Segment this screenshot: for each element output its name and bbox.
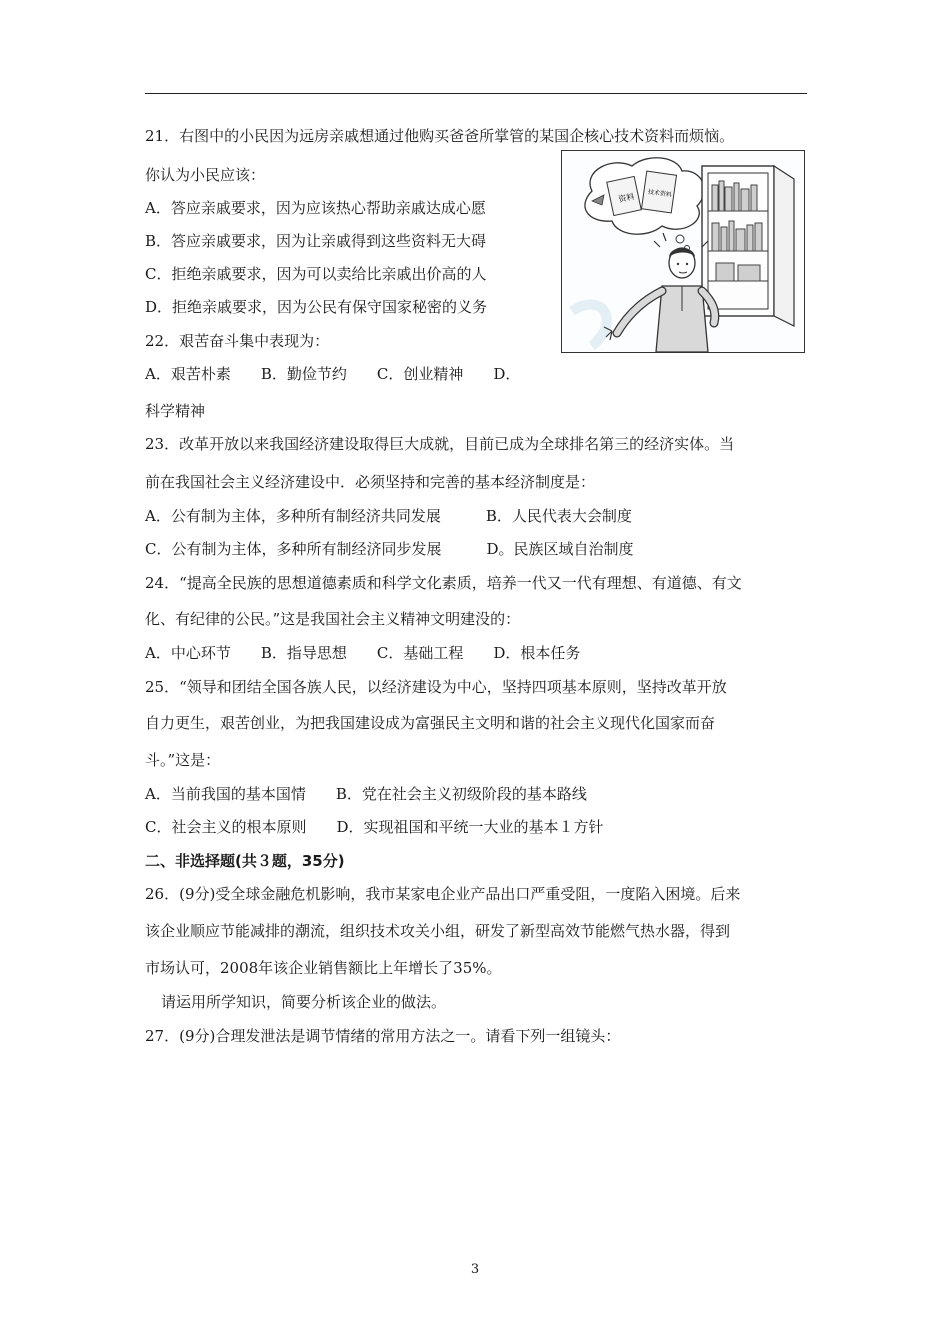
q25-stem-line1: 25．“领导和团结全国各族人民，以经济建设为中心，坚持四项基本原则，坚持改革开放 [145,678,727,696]
q21-stem-line2: 你认为小民应该： [145,166,266,184]
q26-stem-line1: 26．(9分)受全球金融危机影响，我市某家电企业产品出口严重受阻，一度陷入困境。后来 [145,885,741,903]
q25-stem-line2: 自力更生，艰苦创业，为把我国建设成为富强民主文明和谐的社会主义现代化国家而奋 [145,714,716,732]
q25-stem-line3: 斗。”这是： [145,751,221,769]
q23-stem-line1: 23．改革开放以来我国经济建设取得巨大成就，目前已成为全球排名第三的经济实体。当 [145,435,735,453]
q26-stem-line3: 市场认可，2008年该企业销售额比上年增长了35%。 [145,959,502,977]
q26-prompt: 请运用所学知识，简要分析该企业的做法。 [161,993,447,1011]
q24-stem-line1: 24．“提高全民族的思想道德素质和科学文化素质，培养一代又一代有理想、有道德、有文 [145,574,742,592]
illustration-drawing [562,151,804,352]
q24-options: A．中心环节 B．指导思想 C．基础工程 D．根本任务 [145,644,581,662]
q23-options-line1: A．公有制为主体，多种所有制经济共同发展 B．人民代表大会制度 [145,507,632,525]
q25-options-line1: A．当前我国的基本国情 B．党在社会主义初级阶段的基本路线 [145,785,587,803]
q25-options-line2: C．社会主义的根本原则 D．实现祖国和平统一大业的基本１方针 [145,818,604,836]
section2-heading: 二、非选择题(共３题，35分) [145,852,345,870]
q21-option-c: C．拒绝亲戚要求，因为可以卖给比亲戚出价高的人 [145,265,487,283]
q22-stem: 22．艰苦奋斗集中表现为： [145,332,330,350]
q21-option-d: D．拒绝亲戚要求，因为公民有保守国家秘密的义务 [145,298,488,316]
thought-document-label-1: 资料 [617,191,636,205]
page-number: 3 [470,1262,480,1277]
q22-options: A．艰苦朴素 B．勤俭节约 C．创业精神 D． [145,365,521,383]
q23-stem-line2: 前在我国社会主义经济建设中．必须坚持和完善的基本经济制度是： [145,473,596,491]
q21-stem-line1: 21．右图中的小民因为远房亲戚想通过他购买爸爸所掌管的某国企核心技术资料而烦恼。 [145,127,735,145]
thought-document-label-2: 技术资料 [647,188,673,199]
q23-options-line2: C．公有制为主体，多种所有制经济同步发展 D。民族区域自治制度 [145,540,634,558]
q24-stem-line2: 化、有纪律的公民。”这是我国社会主义精神文明建没的： [145,610,521,628]
q22-option-d-continued: 科学精神 [145,402,206,420]
q21-option-b: B．答应亲戚要求，因为让亲戚得到这些资料无大碍 [145,232,487,250]
q21-option-a: A．答应亲戚要求，因为应该热心帮助亲戚达成心愿 [145,199,486,217]
q21-illustration [561,150,805,353]
header-rule [145,93,807,94]
q27-stem: 27．(9分)合理发泄法是调节情绪的常用方法之一。请看下列一组镜头： [145,1027,621,1045]
q26-stem-line2: 该企业顺应节能减排的潮流，组织技术攻关小组，研发了新型高效节能燃气热水器，得到 [145,922,731,940]
